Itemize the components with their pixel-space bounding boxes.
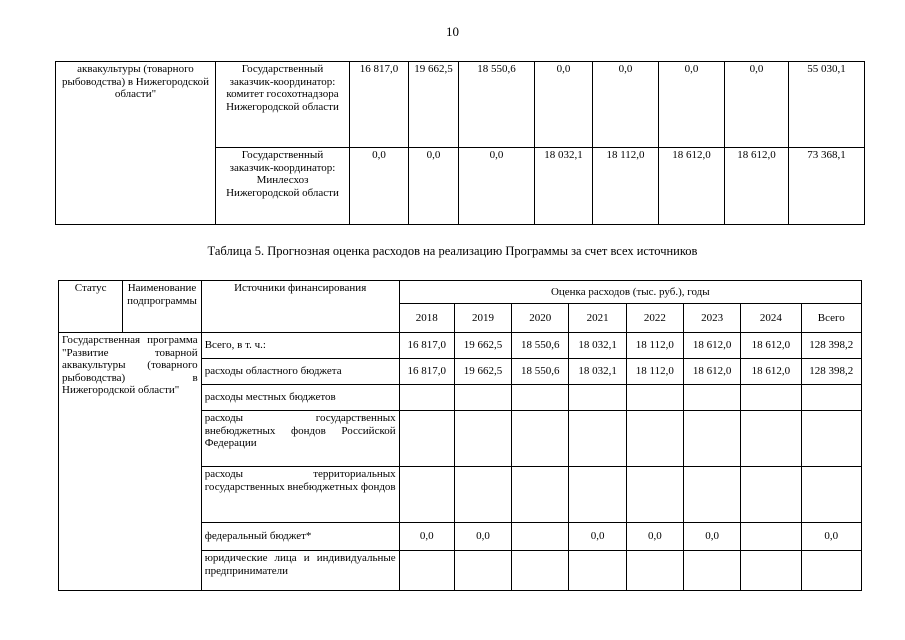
year-header: 2018 <box>399 304 454 333</box>
value-cell: 128 398,2 <box>801 333 861 359</box>
total-header: Всего <box>801 304 861 333</box>
header-estimate: Оценка расходов (тыс. руб.), годы <box>399 281 861 304</box>
value-cell: 18 612,0 <box>683 359 740 385</box>
header-sources: Источники финансирования <box>201 281 399 333</box>
value-cell <box>741 411 801 467</box>
value-cell: 18 612,0 <box>741 333 801 359</box>
value-cell: 18 612,0 <box>659 148 725 225</box>
value-cell: 16 817,0 <box>399 359 454 385</box>
value-cell <box>741 523 801 551</box>
value-cell <box>801 467 861 523</box>
value-cell <box>569 411 626 467</box>
value-cell <box>741 551 801 591</box>
value-cell: 55 030,1 <box>789 62 865 148</box>
value-cell <box>399 467 454 523</box>
source-label: расходы государственных внебюджетных фондов Российской Федерации <box>201 411 399 467</box>
page-number: 10 <box>446 24 459 39</box>
value-cell <box>626 411 683 467</box>
value-cell <box>512 467 569 523</box>
table-caption: Таблица 5. Прогнозная оценка расходов на реализацию Программы за счет всех источников <box>207 244 698 258</box>
program-status: Государственная программа "Развитие товарной аквакультуры (товарного рыбоводства) в Нижегородской области" <box>59 333 202 591</box>
value-cell: 18 612,0 <box>683 333 740 359</box>
value-cell: 16 817,0 <box>399 333 454 359</box>
value-cell: 16 817,0 <box>350 62 409 148</box>
program-name-cont: аквакультуры (товарного рыбоводства) в Нижегородской области" <box>56 62 216 225</box>
value-cell <box>626 385 683 411</box>
value-cell: 0,0 <box>593 62 659 148</box>
year-header: 2024 <box>741 304 801 333</box>
source-label: Всего, в т. ч.: <box>201 333 399 359</box>
source-label: расходы местных бюджетов <box>201 385 399 411</box>
value-cell: 0,0 <box>399 523 454 551</box>
value-cell <box>454 551 511 591</box>
value-cell: 18 112,0 <box>626 333 683 359</box>
value-cell <box>626 551 683 591</box>
value-cell <box>399 551 454 591</box>
value-cell: 0,0 <box>454 523 511 551</box>
value-cell <box>512 551 569 591</box>
value-cell: 73 368,1 <box>789 148 865 225</box>
value-cell: 0,0 <box>409 148 459 225</box>
value-cell <box>454 385 511 411</box>
value-cell <box>454 467 511 523</box>
value-cell: 18 112,0 <box>593 148 659 225</box>
header-status: Статус <box>59 281 123 333</box>
value-cell <box>683 467 740 523</box>
value-cell: 0,0 <box>626 523 683 551</box>
table-row <box>56 62 865 148</box>
value-cell <box>569 467 626 523</box>
value-cell <box>626 467 683 523</box>
value-cell: 0,0 <box>569 523 626 551</box>
source-label: юридические лица и индивидуальные предприниматели <box>201 551 399 591</box>
value-cell <box>683 411 740 467</box>
source-label: расходы областного бюджета <box>201 359 399 385</box>
table-row <box>59 333 862 359</box>
value-cell <box>454 411 511 467</box>
year-header: 2020 <box>512 304 569 333</box>
source-label: расходы территориальных государственных внебюджетных фондов <box>201 467 399 523</box>
value-cell: 0,0 <box>725 62 789 148</box>
year-header: 2021 <box>569 304 626 333</box>
value-cell <box>399 411 454 467</box>
source-label: федеральный бюджет* <box>201 523 399 551</box>
value-cell <box>512 411 569 467</box>
value-cell: 19 662,5 <box>454 333 511 359</box>
year-header: 2023 <box>683 304 740 333</box>
value-cell <box>569 385 626 411</box>
value-cell <box>741 467 801 523</box>
value-cell: 18 112,0 <box>626 359 683 385</box>
value-cell: 18 612,0 <box>725 148 789 225</box>
header-row <box>59 281 862 304</box>
value-cell: 0,0 <box>659 62 725 148</box>
value-cell: 18 550,6 <box>512 359 569 385</box>
value-cell <box>399 385 454 411</box>
value-cell: 18 032,1 <box>569 333 626 359</box>
value-cell <box>741 385 801 411</box>
value-cell: 128 398,2 <box>801 359 861 385</box>
value-cell: 0,0 <box>683 523 740 551</box>
value-cell <box>569 551 626 591</box>
value-cell: 0,0 <box>535 62 593 148</box>
value-cell <box>683 551 740 591</box>
value-cell <box>512 385 569 411</box>
year-header: 2019 <box>454 304 511 333</box>
year-header: 2022 <box>626 304 683 333</box>
source-cell: Государственный заказчик-координатор: комитет госохотнадзора Нижегородской области <box>216 62 350 148</box>
value-cell: 18 032,1 <box>535 148 593 225</box>
value-cell: 0,0 <box>459 148 535 225</box>
header-subprogram: Наименование подпрограммы <box>123 281 201 333</box>
value-cell: 18 550,6 <box>512 333 569 359</box>
value-cell: 19 662,5 <box>409 62 459 148</box>
value-cell <box>801 385 861 411</box>
value-cell <box>801 551 861 591</box>
value-cell: 18 032,1 <box>569 359 626 385</box>
value-cell: 18 612,0 <box>741 359 801 385</box>
value-cell: 0,0 <box>350 148 409 225</box>
value-cell <box>683 385 740 411</box>
value-cell: 18 550,6 <box>459 62 535 148</box>
value-cell <box>801 411 861 467</box>
value-cell: 19 662,5 <box>454 359 511 385</box>
value-cell: 0,0 <box>801 523 861 551</box>
source-cell: Государственный заказчик-координатор: Минлесхоз Нижегородской области <box>216 148 350 225</box>
value-cell <box>512 523 569 551</box>
continued-table <box>55 61 865 225</box>
table-5 <box>58 280 862 591</box>
